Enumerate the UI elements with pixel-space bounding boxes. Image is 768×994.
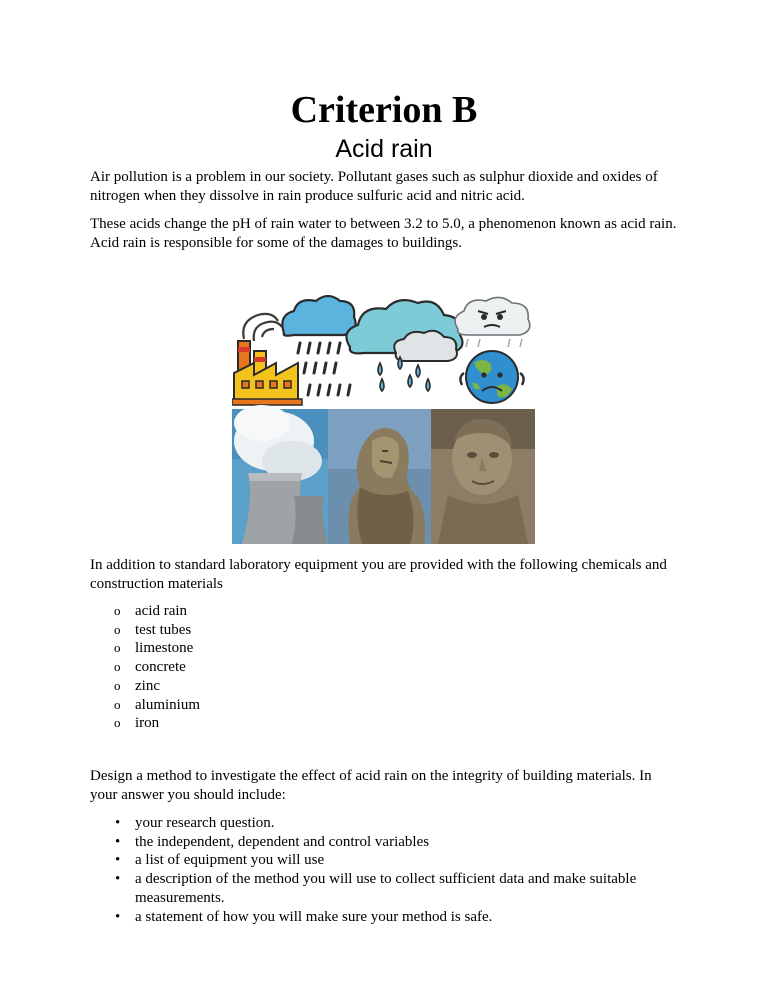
requirements-list — [114, 814, 694, 926]
list-item: • a list of equipment you will use — [115, 852, 325, 869]
bullet: • — [115, 852, 121, 869]
bullet: • — [115, 815, 121, 831]
list-item: o test tubes — [114, 621, 192, 638]
list-item: o iron — [114, 715, 160, 732]
circle-bullet: o — [114, 677, 121, 693]
list-item: • the independent, dependent and control variables — [115, 833, 430, 850]
list-item: o acid rain — [114, 603, 188, 619]
bullet: • — [115, 833, 121, 850]
acid-rain-illustration — [232, 291, 535, 544]
list-item: o aluminium — [114, 696, 200, 713]
page-title: Criterion B — [290, 89, 478, 131]
list-item: • a statement of how you will make sure your method is safe. — [115, 908, 493, 925]
list-item: o limestone — [114, 640, 194, 657]
ph-paragraph: These acids change the pH of rain water to between 3.2 to 5.0, a phenomenon known as acid rain. Acid rain is responsible for some of the damages to buildings. — [90, 216, 677, 251]
circle-bullet: o — [114, 603, 121, 618]
list-item: o zinc — [114, 677, 160, 694]
circle-bullet: o — [114, 715, 121, 731]
weathered-statue-photo — [431, 409, 535, 544]
eroded-statue-photo — [328, 409, 431, 544]
circle-bullet: o — [114, 659, 121, 675]
circle-bullet: o — [114, 640, 121, 656]
cooling-tower-photo — [232, 405, 328, 544]
list-item: • your research question. — [115, 815, 275, 831]
bullet: • — [115, 908, 121, 925]
list-item: o concrete — [114, 659, 186, 676]
page-subtitle: Acid rain — [335, 135, 433, 163]
materials-intro-paragraph: In addition to standard laboratory equipment you are provided with the following chemicals and construction materials — [90, 557, 667, 592]
task-paragraph: Design a method to investigate the effect of acid rain on the integrity of building materials. In your answer you should include: — [90, 768, 652, 803]
circle-bullet: o — [114, 621, 121, 637]
intro-paragraph: Air pollution is a problem in our society. Pollutant gases such as sulphur dioxide and oxides of nitrogen when they dissolve in rain produce sulfuric acid and nitric acid. — [90, 169, 658, 204]
bullet: • — [115, 871, 121, 888]
circle-bullet: o — [114, 696, 121, 712]
materials-list — [114, 602, 694, 733]
list-item: • a description of the method you will use to collect sufficient data and make suitable measurements. — [115, 871, 637, 906]
